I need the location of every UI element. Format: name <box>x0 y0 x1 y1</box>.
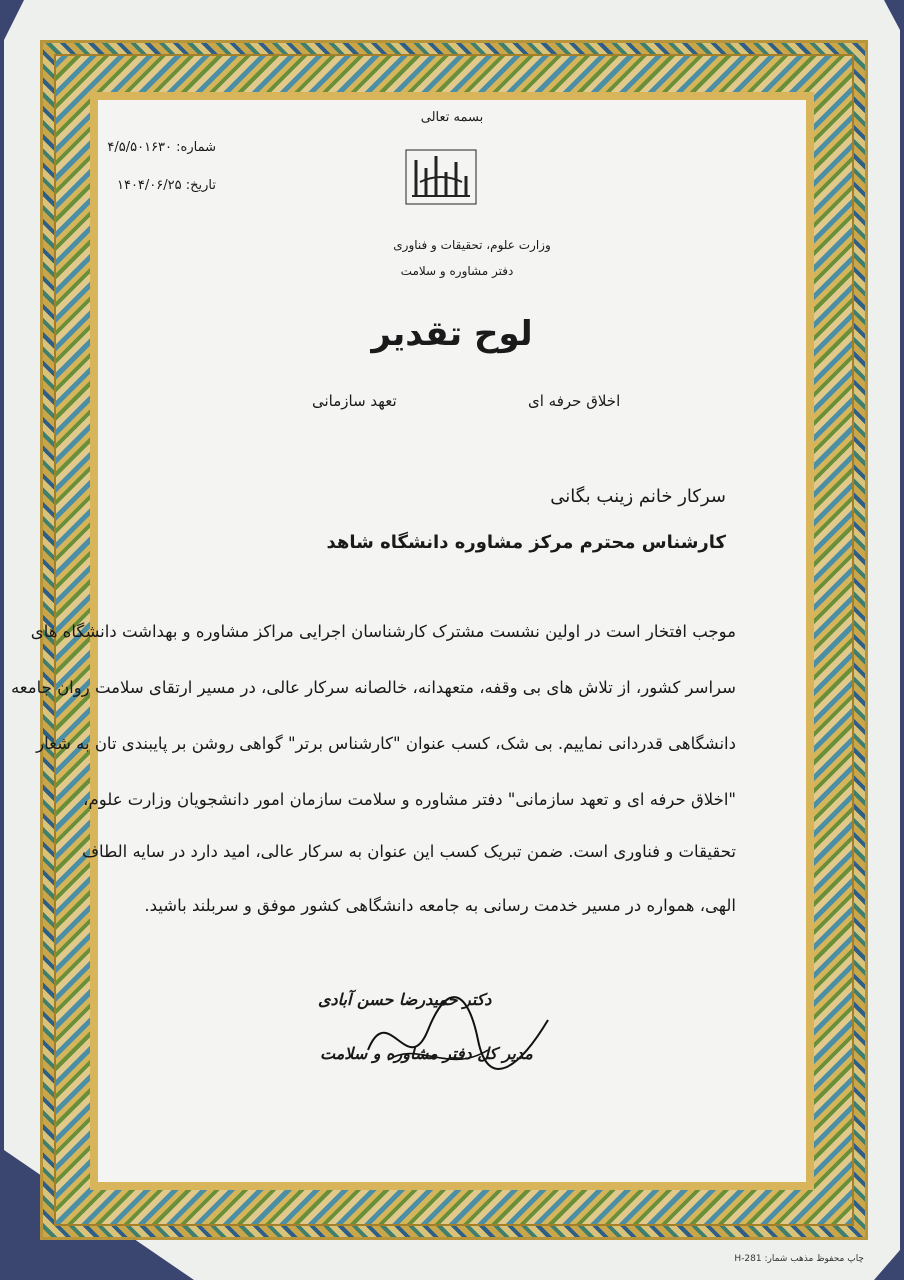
body-line: موجب افتخار است در اولین نشست مشترک کارشناسان اجرایی مراکز مشاوره و بهداشت دانشگاه های <box>30 622 736 641</box>
office-name: دفتر مشاوره و سلامت <box>400 264 514 278</box>
tag-professional-ethics: اخلاق حرفه ای <box>528 392 621 410</box>
body-line: تحقیقات و فناوری است. ضمن تبریک کسب این عنوان به سرکار عالی، امید دارد در سایه الطاف <box>81 842 736 861</box>
number-label: شماره: <box>176 140 216 155</box>
body-line: سراسر کشور، از تلاش های بی وقفه، متعهدانه، خالصانه سرکار عالی، در مسیر ارتقای سلامت روان جامعه <box>10 678 736 697</box>
invocation: بسمه تعالی <box>420 110 484 125</box>
signer-name: دکتر حمیدرضا حسن آبادی <box>318 990 492 1009</box>
recipient-name: سرکار خانم زینب بگانی <box>550 486 726 507</box>
body-line: الهی، همواره در مسیر خدمت رسانی به جامعه دانشگاهی کشور موفق و سربلند باشید. <box>144 896 736 915</box>
organization-logo <box>396 146 486 208</box>
certificate-title: لوح تقدیر <box>371 314 533 354</box>
ministry-name: وزارت علوم، تحقیقات و فناوری <box>393 238 551 252</box>
recipient-role: کارشناس محترم مرکز مشاوره دانشگاه شاهد <box>326 532 726 553</box>
body-line: دانشگاهی قدردانی نماییم. بی شک، کسب عنوان "کارشناس برتر" گواهی روشن بر پایبندی تان به شعار <box>36 734 736 753</box>
date-value: ۱۴۰۴/۰۶/۲۵ <box>116 178 182 193</box>
tag-organizational-commitment: تعهد سازمانی <box>312 392 397 410</box>
letter-date <box>117 178 216 193</box>
date-label: تاریخ: <box>185 178 216 193</box>
body-line: "اخلاق حرفه ای و تعهد سازمانی" دفتر مشاوره و سلامت سازمان امور دانشجویان وزارت علوم، <box>83 790 736 809</box>
number-value: ۴/۵/۵۰۱۶۳۰ <box>107 140 173 155</box>
letter-number <box>107 140 216 155</box>
certificate-content <box>10 100 806 1182</box>
signer-title: مدیر کل دفتر مشاوره و سلامت <box>320 1044 533 1063</box>
print-footer: چاپ محفوظ مذهب شمار: H-281 <box>734 1254 864 1264</box>
